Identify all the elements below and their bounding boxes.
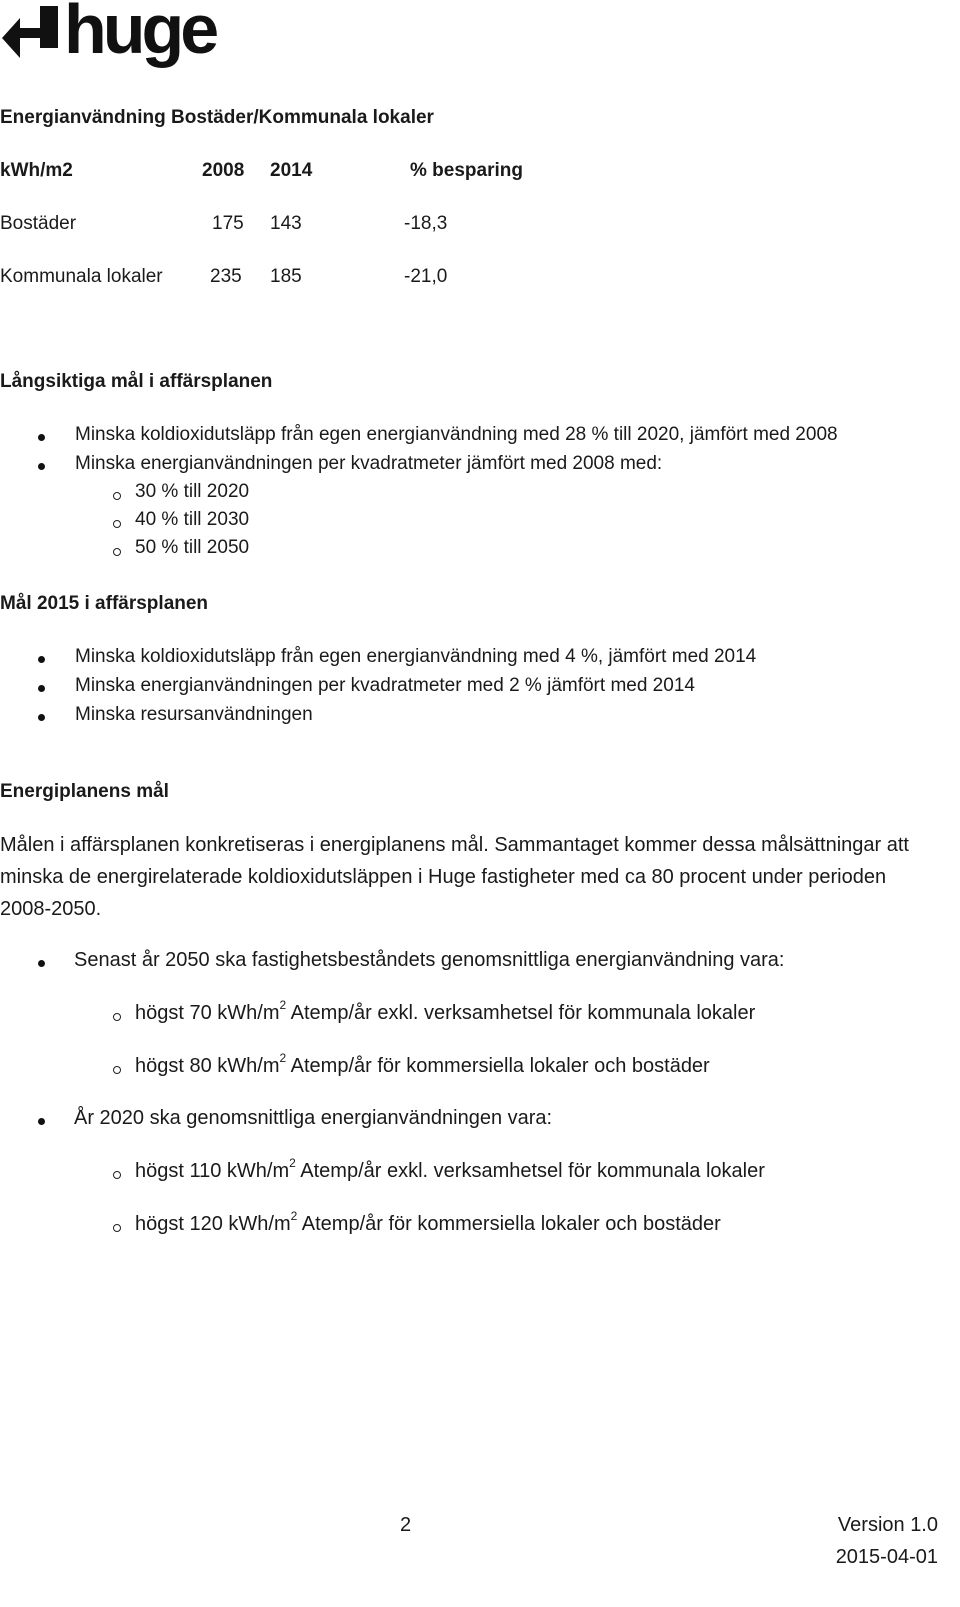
arrow-logo-icon [0,4,64,68]
bullet-icon [38,1118,45,1125]
sub-list-item: 50 % till 2050 [135,537,250,558]
table-cell: 175 [212,213,244,234]
sub-list-item: 40 % till 2030 [135,509,250,530]
table-header-saving: % besparing [410,160,523,181]
table-cell: 185 [270,266,302,287]
list-item: Minska energianvändningen per kvadratmeter jämfört med 2008 med: [75,453,663,474]
bullet-icon [38,463,45,470]
energyplan-title: Energiplanens mål [0,781,169,802]
energyplan-paragraph: Målen i affärsplanen konkretiseras i energiplanens mål. Sammantaget kommer dessa målsättningar att minska de energirelaterade koldioxidutsläppen i Huge fastigheter med ca 80 procent under perioden 2008-2050. [0,834,909,920]
table-header-2008: 2008 [202,160,245,181]
bullet-icon [38,685,45,692]
bullet-icon [38,960,45,967]
bullet-icon [38,656,45,663]
logo-wordmark: huge [64,0,216,68]
version-label: Version 1.0 [837,1514,938,1536]
sub-list-item: högst 120 kWh/$m^2$ Atemp/år för kommersiella lokaler och bostäder [135,1209,721,1235]
circle-bullet-icon [113,548,121,556]
circle-bullet-icon [113,520,121,528]
longterm-title: Långsiktiga mål i affärsplanen [0,371,273,392]
table-row-label: Bostäder [0,213,77,234]
table-cell: -18,3 [404,213,448,234]
page-number: 2 [400,1514,412,1536]
sub-list-item: högst 70 kWh/$m^2$ Atemp/år exkl. verksamhetsel för kommunala lokaler [135,998,756,1024]
list-item: År 2020 ska genomsnittliga energianvändningen vara: [74,1107,553,1129]
circle-bullet-icon [113,1224,121,1232]
goal2015-title: Mål 2015 i affärsplanen [0,593,209,614]
energy-title: Energianvändning Bostäder/Kommunala lokaler [0,107,434,128]
list-item: Minska koldioxidutsläpp från egen energianvändning med 4 %, jämfört med 2014 [75,646,757,667]
table-cell: 235 [210,266,242,287]
circle-bullet-icon [113,1066,121,1074]
circle-bullet-icon [113,1171,121,1179]
document-date: 2015-04-01 [835,1546,938,1568]
bullet-icon [38,714,45,721]
table-row-label: Kommunala lokaler [0,266,163,287]
table-header-2014: 2014 [270,160,313,181]
list-item: Senast år 2050 ska fastighetsbeståndets genomsnittliga energianvändning vara: [74,949,785,971]
table-cell: -21,0 [404,266,448,287]
sub-list-item: högst 80 kWh/$m^2$ Atemp/år för kommersiella lokaler och bostäder [135,1051,710,1077]
circle-bullet-icon [113,492,121,500]
list-item: Minska koldioxidutsläpp från egen energianvändning med 28 % till 2020, jämfört med 2008 [75,424,838,445]
sub-list-item: högst 110 kWh/$m^2$ Atemp/år exkl. verksamhetsel för kommunala lokaler [135,1156,765,1182]
list-item: Minska energianvändningen per kvadratmeter med 2 % jämfört med 2014 [75,675,695,696]
list-item: Minska resursanvändningen [75,704,313,725]
table-cell: 143 [270,213,302,234]
table-header-unit: kWh/m2 [0,160,73,181]
sub-list-item: 30 % till 2020 [135,481,250,502]
bullet-icon [38,434,45,441]
huge-logo [0,0,220,80]
circle-bullet-icon [113,1013,121,1021]
